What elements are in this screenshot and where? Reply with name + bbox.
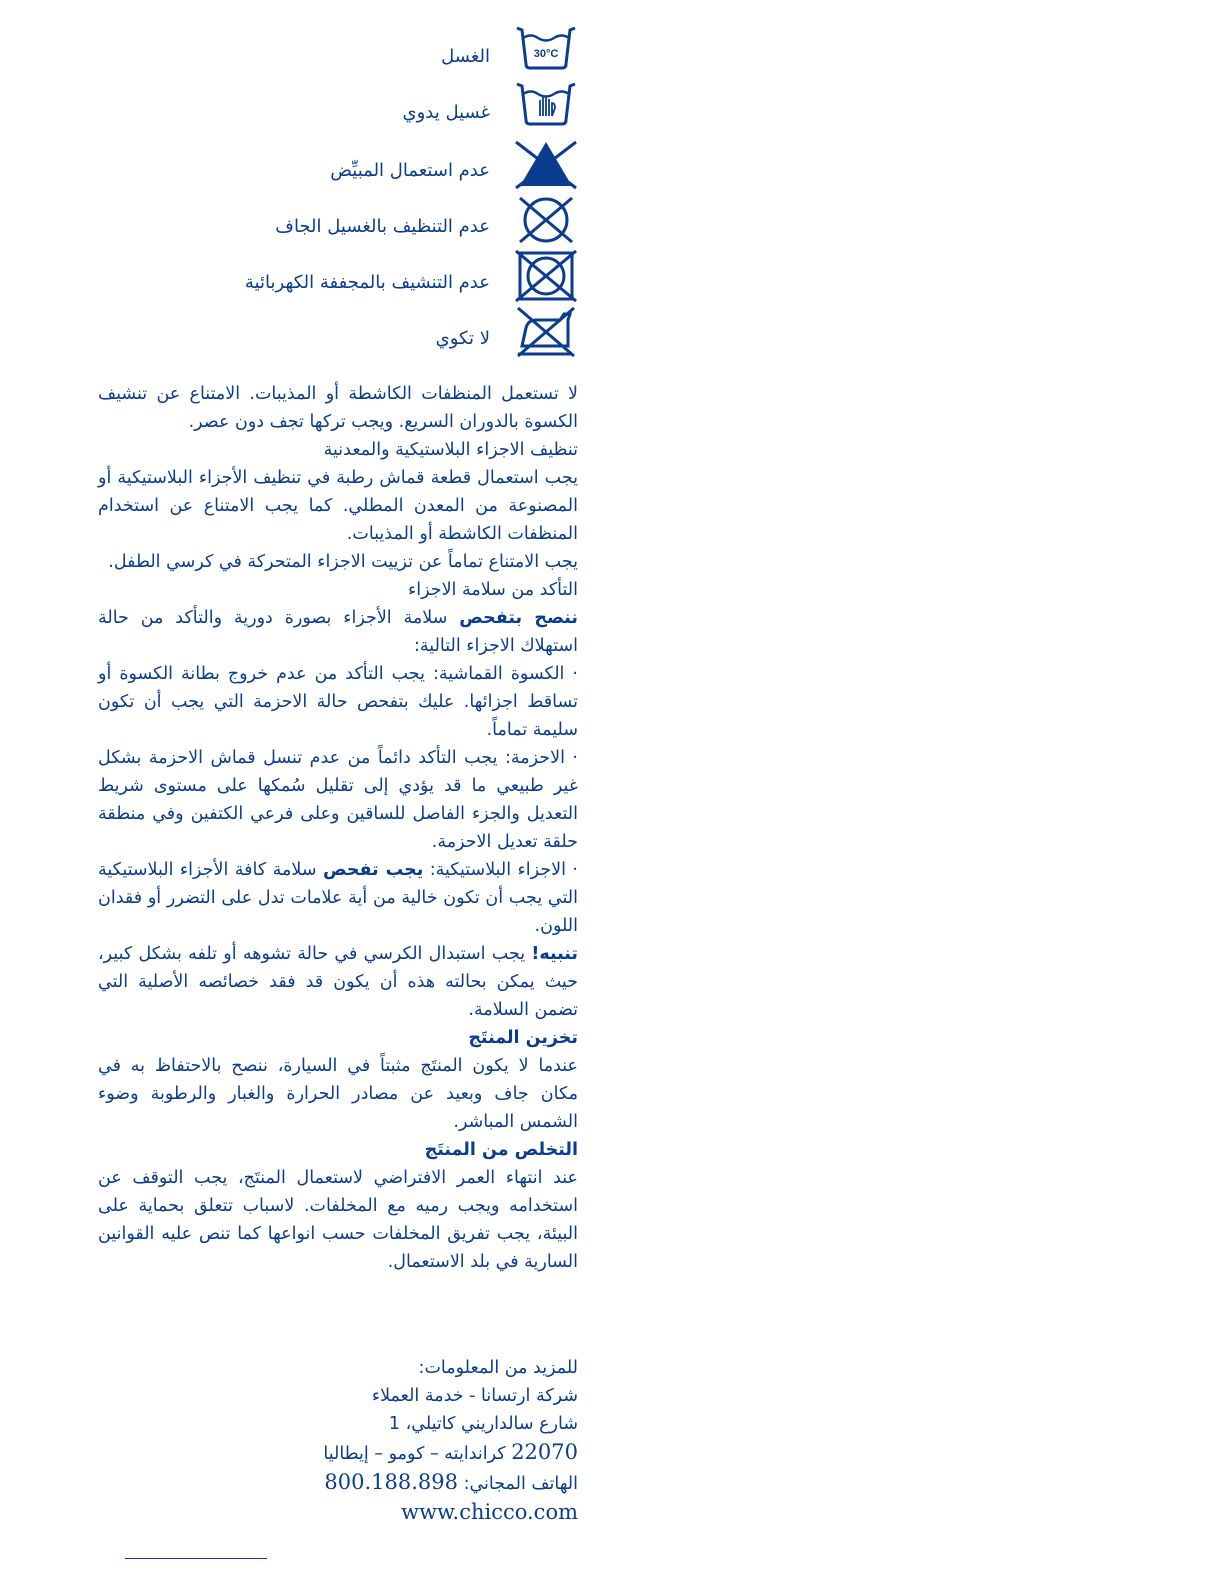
check-rest: سلامة الأجزاء بصورة دورية والتأكد من حالة استهلاك الاجزاء التالية: [98, 608, 578, 656]
no-dryclean-label: عدم التنظيف بالغسيل الجاف [275, 216, 490, 237]
care-row-no-iron [0, 306, 578, 362]
street-address: شارع سالداريني كاتيلي، 1 [388, 1414, 578, 1434]
disposal-paragraph: عند انتهاء العمر الافتراضي لاستعمال المنتَج، يجب التوقف عن استخدامه ويجب رميه مع المخلفات. لاسباب تتعلق بحماية على البيئة، يجب تفريق المخلفات حسب انواعها كما تنص عليه القوانين السارية في بلد الاستعمال. [98, 1168, 578, 1272]
warning-text: يجب استبدال الكرسي في حالة تشوهه أو تلفه بشكل كبير، حيث يمكن بحالته هذه أن يكون قد فقد خصائصه الأصلية التي تضمن السلامة. [98, 944, 578, 1020]
no-bleach-icon [514, 138, 578, 190]
bullet-fabric: · الكسوة القماشية: يجب التأكد من عدم خروج بطانة الكسوة أو تساقط اجزائها. عليك بتفحص حالة الاحزمة التي يجب أن تكون سليمة تماماً. [98, 664, 578, 740]
check-emphasis: ننصح بتفحص [459, 608, 578, 628]
more-info-label: للمزيد من المعلومات: [418, 1358, 578, 1378]
website-link[interactable]: www.chicco.com [401, 1500, 578, 1524]
care-row-no-tumble [0, 250, 578, 306]
handwash-label: غسيل يدوي [402, 102, 490, 123]
no-lubricate-paragraph: يجب الامتناع تماماً عن تزييت الاجزاء المتحركة في كرسي الطفل. [108, 552, 578, 572]
check-parts-heading: التأكد من سلامة الاجزاء [408, 580, 578, 600]
bullet-plastic [98, 856, 578, 940]
care-row-no-bleach [0, 138, 578, 194]
bullet-belts: · الاحزمة: يجب التأكد دائماً من عدم تنسل قماش الاحزمة بشكل غير طبيعي ما قد يؤدي إلى تقليل سُمكها على مستوى شريط التعديل والجزء الفاصل للساقين وعلى فرعي الكتفين وفي منطقة حلقة تعديل الاحزمة. [98, 748, 578, 852]
warning-paragraph [98, 940, 578, 1024]
contact-info [98, 1354, 578, 1528]
no-bleach-label: عدم استعمال المبيِّض [330, 160, 490, 181]
warning-label: تنبيه! [531, 944, 578, 964]
plastic-metal-heading: تنظيف الاجزاء البلاستيكية والمعدنية [323, 440, 578, 460]
check-parts-paragraph [98, 604, 578, 660]
city-name: كراندايته – كومو – إيطاليا [323, 1444, 506, 1464]
storage-paragraph: عندما لا يكون المنتَج مثبتاً في السيارة، ننصح بالاحتفاظ به في مكان جاف وبعيد عن مصادر الحرارة والغبار والرطوبة وضوء الشمس المباشر. [98, 1056, 578, 1132]
disposal-heading: التخلص من المنتَج [424, 1140, 578, 1160]
instructions-text [98, 380, 578, 1276]
plastic-cleaning-paragraph: يجب استعمال قطعة قماش رطبة في تنظيف الأجزاء البلاستيكية أو المصنوعة من المعدن المطلي. كما يجب الامتناع عن استخدام المنظفات الكاشطة أو المذيبات. [98, 468, 578, 544]
company-name: شركة ارتسانا - خدمة العملاء [371, 1386, 578, 1406]
website-line [98, 1498, 578, 1528]
no-iron-label: لا تكوي [435, 328, 490, 349]
care-row-handwash [0, 80, 578, 136]
care-symbols [0, 20, 1224, 365]
no-dry-clean-icon [514, 194, 578, 246]
cleaning-paragraph: لا تستعمل المنظفات الكاشطة أو المذيبات. الامتناع عن تنشيف الكسوة بالدوران السريع. ويجب تركها تجف دون عصر. [98, 384, 578, 432]
care-row-wash [0, 24, 578, 80]
phone-line [98, 1468, 578, 1498]
bullet-plastic-pre: · الاجزاء البلاستيكية: [423, 860, 578, 880]
no-tumble-label: عدم التنشيف بالمجففة الكهربائية [244, 272, 490, 293]
no-tumble-dry-icon [514, 250, 578, 302]
no-iron-icon [514, 306, 578, 358]
phone-label: الهاتف المجاني: [463, 1474, 578, 1494]
storage-heading: تخزين المنتَج [468, 1028, 578, 1048]
svg-text:30°C: 30°C [533, 48, 559, 60]
hand-wash-icon [514, 80, 578, 132]
bullet-plastic-emphasis: يجب تفحص [322, 860, 424, 880]
bullet-plastic-rest: سلامة كافة الأجزاء البلاستيكية التي يجب أن تكون خالية من أية علامات تدل على التضرر أو فقدان اللون. [98, 860, 578, 936]
city-line [98, 1438, 578, 1468]
footer-rule [125, 1558, 267, 1559]
phone-number: 800.188.898 [324, 1470, 458, 1494]
wash-30-icon [514, 24, 578, 76]
wash-label: الغسل [441, 46, 490, 67]
zip-code: 22070 [511, 1440, 578, 1464]
care-row-no-dryclean [0, 194, 578, 250]
